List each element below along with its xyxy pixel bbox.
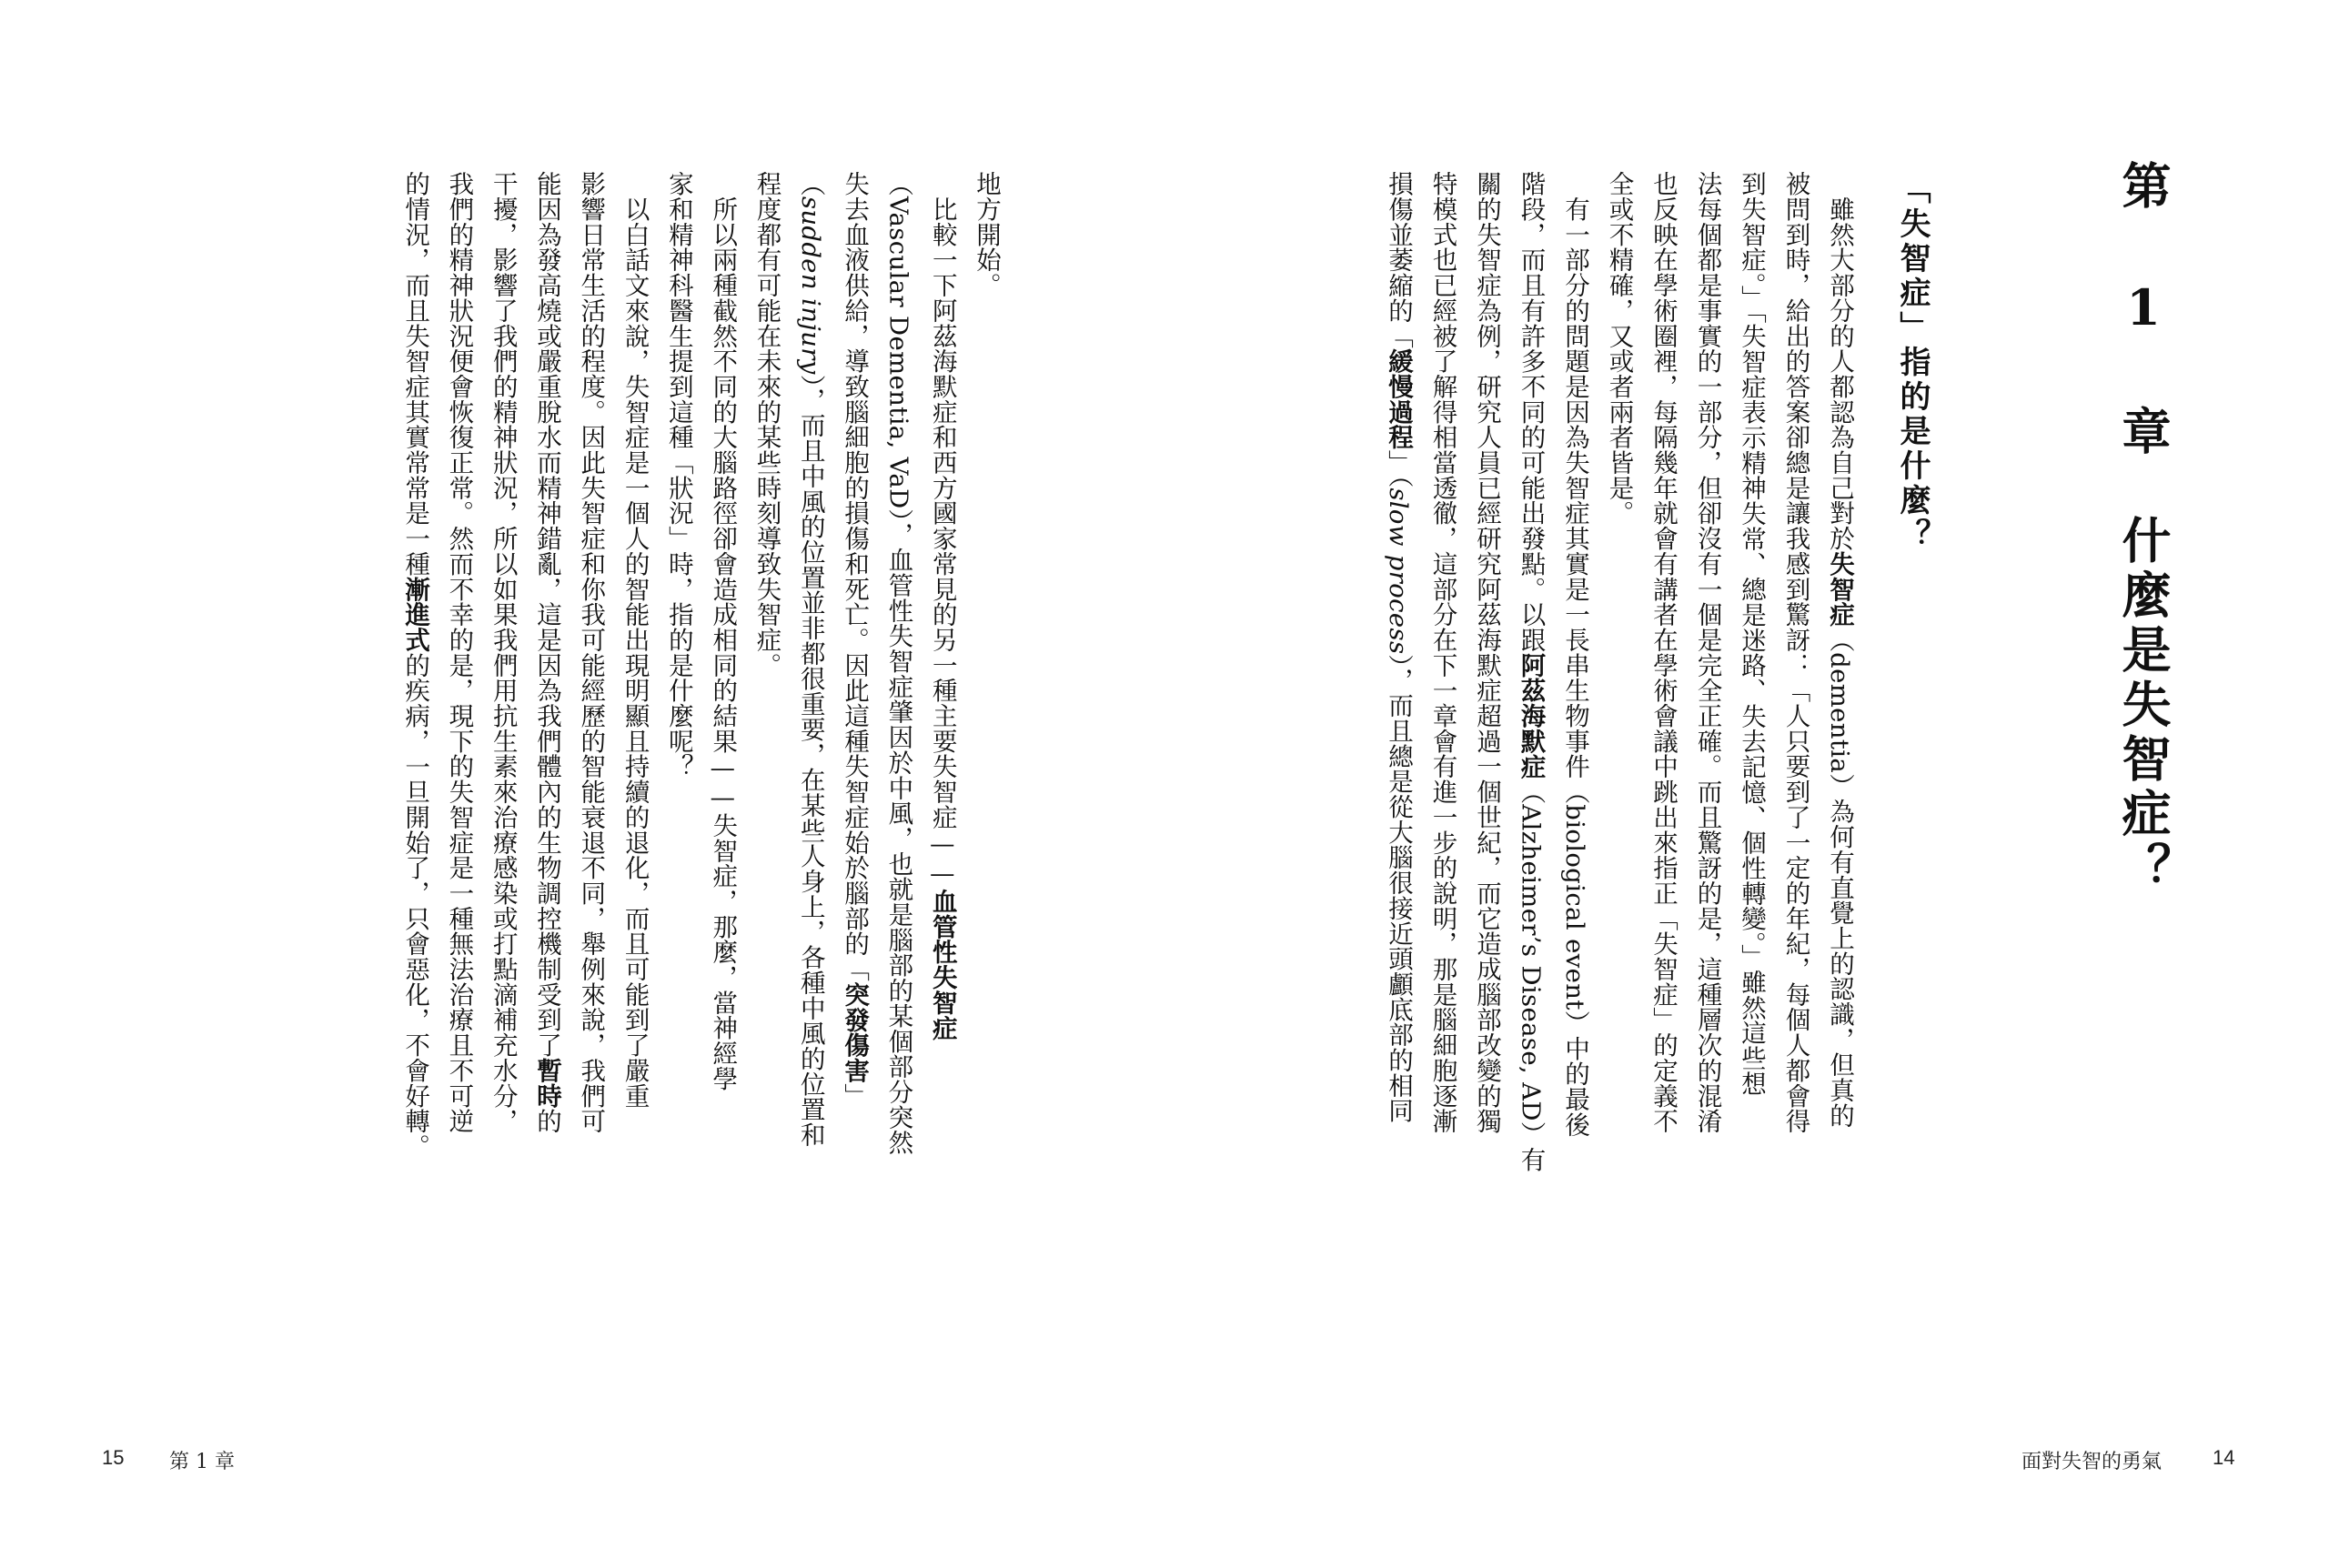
text-run: 法每個都是事實的一部分，但卻沒有一個是完全正確。而且驚訝的是，這種層次的混淆 bbox=[1692, 171, 1722, 1134]
text-run: （ bbox=[795, 171, 825, 196]
text-column bbox=[437, 171, 480, 1290]
text-run: 的 bbox=[532, 1108, 561, 1134]
text-column bbox=[1774, 171, 1818, 1290]
text-run: 階段，而且有許多不同的可能出發點。以跟 bbox=[1516, 171, 1546, 653]
text-column bbox=[789, 171, 832, 1290]
text-run: 以白話文來說，失智症是一個人的智能出現明顯且持續的退化，而且可能到了嚴重 bbox=[620, 171, 650, 1109]
text-run: 」（ bbox=[1384, 449, 1413, 488]
text-column bbox=[832, 171, 876, 1290]
text-run: 能因為發高燒或嚴重脫水而精神錯亂，這是因為我們體內的生物調控機制受到了 bbox=[532, 171, 561, 1058]
text-run: 雖然大部分的人都認為自己對於 bbox=[1825, 171, 1854, 551]
text-run: dementia bbox=[1825, 652, 1854, 774]
text-run: Alzheimer’s Disease, AD bbox=[1516, 804, 1546, 1121]
text-run: 緩慢過程 bbox=[1384, 347, 1413, 450]
text-run: （ bbox=[883, 171, 913, 196]
text-run: 暫時 bbox=[532, 1057, 561, 1109]
running-head-right: 面對失智的勇氣 bbox=[2021, 1451, 2163, 1473]
chapter-title: 第 1 章 什麼是失智症？ bbox=[2114, 160, 2173, 897]
text-run: 失去血液供給，導致腦細胞的損傷和死亡。因此這種失智症始於腦部的「 bbox=[840, 171, 870, 982]
text-run: 關的失智症為例，研究人員已經研究阿茲海默症超過一個世紀，而它造成腦部改變的獨 bbox=[1472, 171, 1501, 1134]
text-run: 地方開始。 bbox=[972, 171, 1001, 298]
text-run: 特模式也已經被了解得相當透徹，這部分在下一章會有進一步的說明，那是腦細胞逐漸 bbox=[1427, 171, 1457, 1134]
text-column bbox=[393, 171, 437, 1290]
text-run: ），而且總是從大腦很接近頭顱底部的相同 bbox=[1384, 654, 1413, 1123]
text-column bbox=[1465, 171, 1508, 1290]
text-run: 失智症 bbox=[1825, 550, 1854, 628]
text-run: 影響日常生活的程度。因此失智症和你我可能經歷的智能衰退不同，舉例來說，我們可 bbox=[576, 171, 606, 1134]
text-column bbox=[964, 171, 1008, 1290]
text-run: 有一部分的問題是因為失智症其實是一長串生物事件（ bbox=[1560, 171, 1589, 805]
text-run: 程度都有可能在未來的某些時刻導致失智症。 bbox=[751, 171, 781, 678]
section-title: 「失智症」指的是什麼？ bbox=[1894, 173, 1931, 553]
text-column bbox=[525, 171, 569, 1290]
text-column bbox=[701, 171, 744, 1290]
text-run: 家和精神科醫生提到這種「狀況」時，指的是什麼呢？ bbox=[663, 171, 693, 779]
text-run: ），而且中風的位置並非都很重要，在某些人身上，各種中風的位置和 bbox=[795, 374, 825, 1148]
text-column bbox=[1376, 171, 1420, 1290]
text-column bbox=[481, 171, 525, 1290]
text-run: 損傷並萎縮的「 bbox=[1384, 171, 1413, 348]
text-column bbox=[569, 171, 612, 1290]
text-run: 阿茲海默症 bbox=[1516, 652, 1546, 779]
text-run: 血管性失智症 bbox=[927, 888, 957, 1040]
text-run: slow process bbox=[1384, 487, 1413, 655]
text-run: 比較一下阿茲海默症和西方國家常見的另一種主要失智症—— bbox=[927, 171, 957, 889]
text-run: 漸進式 bbox=[400, 576, 430, 653]
text-run: 所以兩種截然不同的大腦路徑卻會造成相同的結果——失智症，那麼，當神經學 bbox=[708, 171, 738, 1091]
text-run: 我們的精神狀況便會恢復正常。然而不幸的是，現下的失智症是一種無法治療且不可逆 bbox=[444, 171, 474, 1134]
text-run: ），血管性失智症肇因於中風，也就是腦部的某個部分突然 bbox=[883, 508, 913, 1155]
text-run: 」 bbox=[840, 1082, 870, 1109]
text-column bbox=[613, 171, 657, 1290]
text-run: 的情況，而且失智症其實常常是一種 bbox=[400, 171, 430, 577]
text-run: 的疾病，一旦開始了，只會惡化，不會好轉。 bbox=[400, 652, 430, 1160]
text-run: （ bbox=[1825, 627, 1854, 653]
text-run: ）為何有直覺上的認識，但真的 bbox=[1825, 773, 1854, 1129]
text-run: 突發傷害 bbox=[840, 981, 870, 1083]
text-column bbox=[1421, 171, 1465, 1290]
text-column bbox=[876, 171, 920, 1290]
text-column bbox=[745, 171, 789, 1290]
text-run: ）中的最後 bbox=[1560, 1010, 1589, 1137]
text-column bbox=[1509, 171, 1553, 1290]
text-run: 干擾，影響了我們的精神狀況，所以如果我們用抗生素來治療感染或打點滴補充水分， bbox=[488, 171, 518, 1134]
text-column bbox=[657, 171, 701, 1290]
text-column bbox=[1818, 171, 1861, 1290]
text-run: biological event bbox=[1560, 804, 1589, 1010]
text-run: 被問到時，給出的答案卻總是讓我感到驚訝：「人只要到了一定的年紀，每個人都會得 bbox=[1780, 171, 1810, 1134]
text-column bbox=[1641, 171, 1685, 1290]
page-number-right: 14 bbox=[2213, 1446, 2235, 1469]
text-column bbox=[1553, 171, 1597, 1290]
text-run: ）有 bbox=[1516, 1121, 1546, 1172]
text-column bbox=[1686, 171, 1729, 1290]
text-run: Vascular Dementia, VaD bbox=[883, 196, 913, 509]
text-column bbox=[921, 171, 964, 1290]
page-number-left: 15 bbox=[102, 1446, 125, 1469]
text-run: 全或不精確，又或者兩者皆是。 bbox=[1604, 171, 1634, 526]
text-run: （ bbox=[1516, 779, 1546, 805]
text-run: 到失智症。」「失智症表示精神失常、總是迷路、失去記憶、個性轉變。」雖然這些想 bbox=[1737, 171, 1766, 1097]
running-head-left: 第 1 章 bbox=[169, 1451, 235, 1473]
text-run: 也反映在學術圈裡，每隔幾年就會有講者在學術會議中跳出來指正「失智症」的定義不 bbox=[1648, 171, 1678, 1134]
text-column bbox=[1598, 171, 1641, 1290]
text-column bbox=[1729, 171, 1773, 1290]
text-run: sudden injury bbox=[795, 196, 825, 375]
